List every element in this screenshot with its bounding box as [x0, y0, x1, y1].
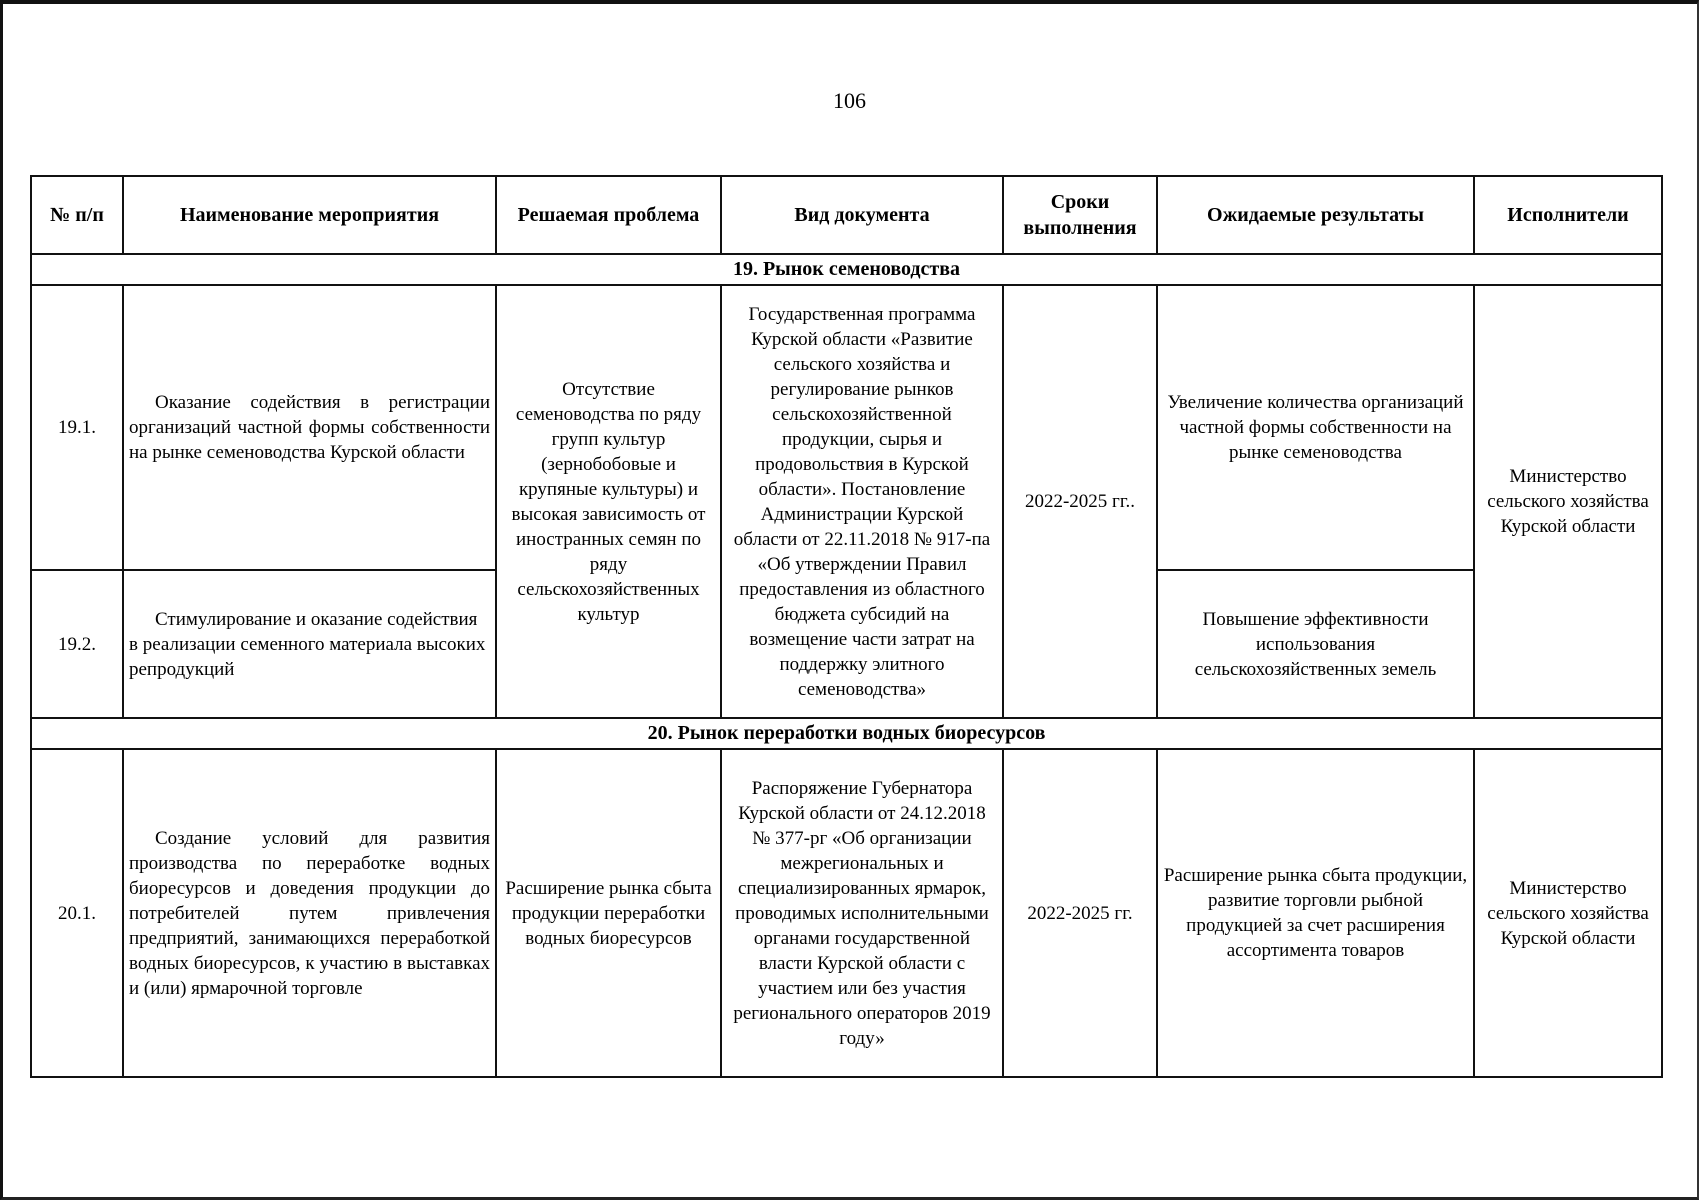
- executor-cell: Министерство сельского хозяйства Курской области: [1474, 749, 1662, 1077]
- row-number: 19.2.: [31, 570, 123, 718]
- header-result: Ожидаемые результаты: [1157, 176, 1474, 254]
- executor-cell: Министерство сельского хозяйства Курской области: [1474, 285, 1662, 718]
- header-name: Наименование мероприятия: [123, 176, 496, 254]
- section-title: 19. Рынок семеноводства: [31, 254, 1662, 285]
- header-term: Сроки выполнения: [1003, 176, 1157, 254]
- row-number: 20.1.: [31, 749, 123, 1077]
- problem-cell: Расширение рынка сбыта продукции переработки водных биоресурсов: [496, 749, 721, 1077]
- measure-name: Оказание содействия в регистрации организаций частной формы собственности на рынке семеноводства Курской области: [123, 285, 496, 570]
- section-title: 20. Рынок переработки водных биоресурсов: [31, 718, 1662, 749]
- page-number: 106: [833, 88, 866, 113]
- term-cell: 2022-2025 гг.: [1003, 749, 1157, 1077]
- row-number: 19.1.: [31, 285, 123, 570]
- header-row: [31, 176, 1662, 254]
- term-cell: 2022-2025 гг..: [1003, 285, 1157, 718]
- measures-table: [30, 175, 1663, 1078]
- problem-cell: Отсутствие семеноводства по ряду групп культур (зернобобовые и крупяные культуры) и высокая зависимость от иностранных семян по ряду сельскохозяйственных культур: [496, 285, 721, 718]
- document-cell: Государственная программа Курской области «Развитие сельского хозяйства и регулирование рынков сельскохозяйственной продукции, сырья и продовольствия в Курской области». Постановление Администрации Курской области от 22.11.2018 № 917-па «Об утверждении Правил предоставления из областного бюджета субсидий на возмещение части затрат на поддержку элитного семеноводства»: [721, 285, 1003, 718]
- result-cell: Повышение эффективности использования сельскохозяйственных земель: [1157, 570, 1474, 718]
- measure-name: Создание условий для развития производства по переработке водных биоресурсов и доведения продукции до потребителей путем привлечения предприятий, занимающихся переработкой водных биоресурсов, к участию в выставках и (или) ярмарочной торговле: [123, 749, 496, 1077]
- measure-name: Стимулирование и оказание содействия в реализации семенного материала высоких репродукций: [123, 570, 496, 718]
- header-problem: Решаемая проблема: [496, 176, 721, 254]
- section-row: [31, 718, 1662, 749]
- document-cell: Распоряжение Губернатора Курской области от 24.12.2018 № 377-рг «Об организации межрегиональных и специализированных ярмарок, проводимых исполнительными органами государственной власти Курской области с участием или без участия регионального операторов 2019 году»: [721, 749, 1003, 1077]
- header-num: № п/п: [31, 176, 123, 254]
- result-cell: Расширение рынка сбыта продукции, развитие торговли рыбной продукцией за счет расширения ассортимента товаров: [1157, 749, 1474, 1077]
- result-cell: Увеличение количества организаций частной формы собственности на рынке семеноводства: [1157, 285, 1474, 570]
- header-exec: Исполнители: [1474, 176, 1662, 254]
- header-doc: Вид документа: [721, 176, 1003, 254]
- table-row: [31, 285, 1662, 570]
- table-row: [31, 749, 1662, 1077]
- section-row: [31, 254, 1662, 285]
